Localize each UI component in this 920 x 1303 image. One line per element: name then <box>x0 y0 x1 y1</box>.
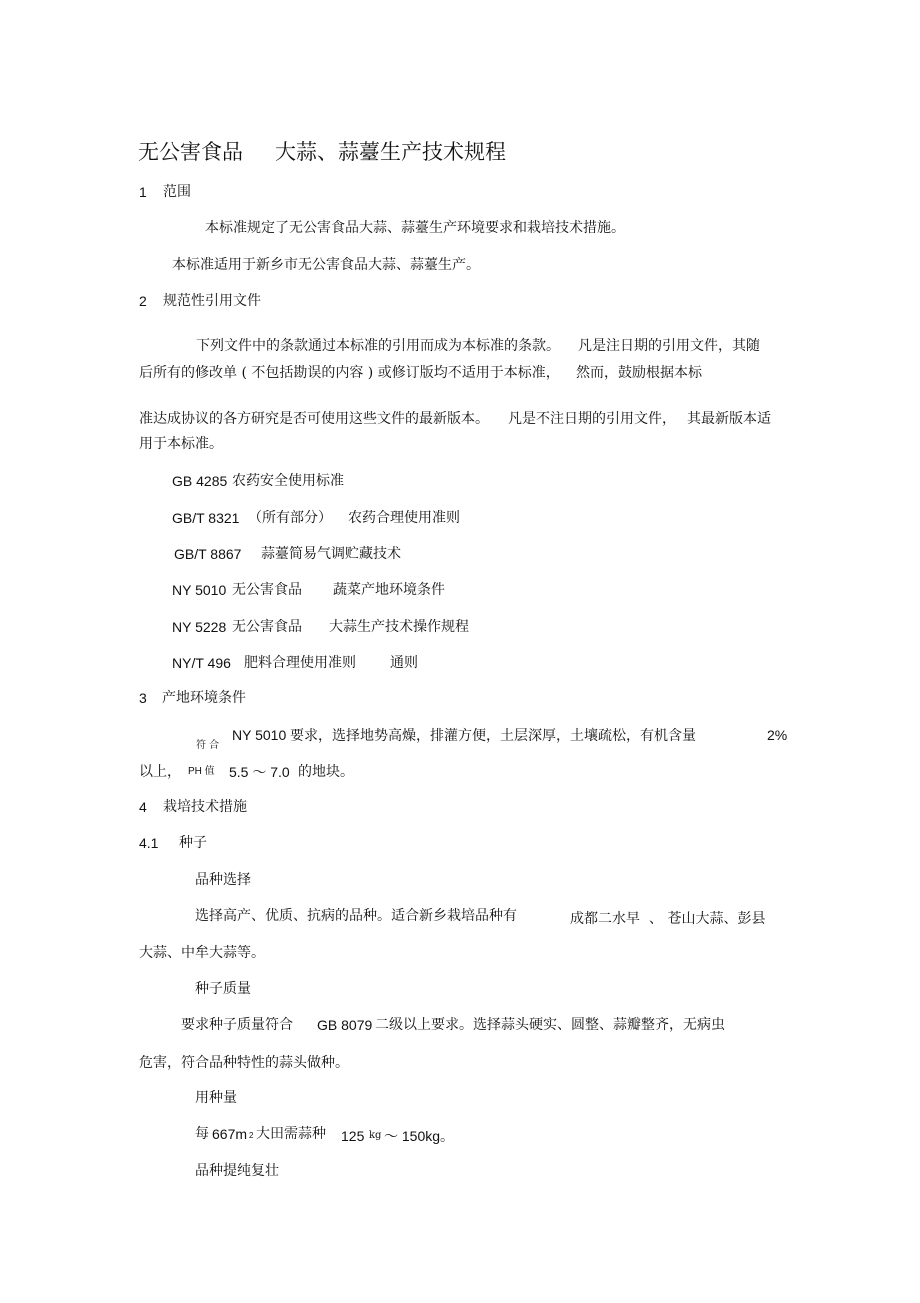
amount-kg-unit: kg <box>369 1130 382 1141</box>
amount-text-a: 每 <box>195 1126 209 1142</box>
section-4-heading: 栽培技术措施 <box>163 799 247 815</box>
quality-text-a: 要求种子质量符合 <box>181 1017 293 1033</box>
section-1-number: 1 <box>139 184 147 200</box>
ref-extra: 蔬菜产地环境条件 <box>333 582 445 598</box>
section-1-paragraph-1: 本标准规定了无公害食品大蒜、蒜薹生产环境要求和栽培技术措施。 <box>205 220 625 236</box>
ref-text: 农药安全使用标准 <box>232 473 344 489</box>
ref-text: 无公害食品 <box>232 582 302 598</box>
ref-extra: 大蒜生产技术操作规程 <box>329 619 469 635</box>
quality-text-c: 危害，符合品种特性的蒜头做种。 <box>139 1055 349 1071</box>
ref-text: 蒜薹简易气调贮藏技术 <box>261 546 401 562</box>
amount-superscript: 2 <box>249 1131 254 1140</box>
section-2-heading: 规范性引用文件 <box>163 293 261 309</box>
section-3-ph-range: 5.5 ～ 7.0 <box>229 764 290 780</box>
ref-code: NY/T 496 <box>172 655 231 671</box>
section-3-heading: 产地环境条件 <box>162 690 246 706</box>
amount-heading: 用种量 <box>195 1090 237 1106</box>
section-3-tail: 的地块。 <box>298 764 354 780</box>
section-3-ph-label: PH 值 <box>188 766 215 777</box>
section-2-text-1b: 凡是注日期的引用文件，其随 <box>578 338 760 354</box>
section-1-heading: 范围 <box>163 184 191 200</box>
section-2-text-3b: 凡是不注日期的引用文件， <box>508 411 676 427</box>
amount-number: 667m <box>212 1126 248 1142</box>
ref-code: GB/T 8867 <box>174 546 242 562</box>
quality-text-b: 二级以上要求。选择蒜头硬实、圆整、蒜瓣整齐，无病虫 <box>375 1017 725 1033</box>
variety-text-d: 大蒜、中牟大蒜等。 <box>139 945 265 961</box>
section-4-number: 4 <box>139 799 147 815</box>
section-3-fuhe: 符 合 <box>196 740 220 751</box>
section-3-percent: 2% <box>767 727 788 743</box>
section-2-text-2a: 后所有的修改单 ( 不包括勘误的内容 ) 或修订版均不适用于本标准， <box>139 365 560 381</box>
variety-text-c: 、 苍山大蒜、彭县 <box>649 911 766 927</box>
quality-heading: 种子质量 <box>195 981 251 997</box>
section-1-paragraph-2: 本标准适用于新乡市无公害食品大蒜、蒜薹生产。 <box>172 257 480 273</box>
variety-heading: 品种选择 <box>195 872 251 888</box>
section-2-text-2b: 然而，鼓励根据本标 <box>576 365 702 381</box>
section-2-text-3a: 准达成协议的各方研究是否可使用这些文件的最新版本。 <box>139 411 489 427</box>
ref-text: （所有部分） <box>248 510 332 526</box>
ref-code: GB 4285 <box>172 473 228 489</box>
ref-code: NY 5228 <box>172 619 227 635</box>
purify-heading: 品种提纯复壮 <box>195 1163 279 1179</box>
ref-extra: 通则 <box>390 655 418 671</box>
doc-title-part2: 大蒜、蒜薹生产技术规程 <box>275 140 506 164</box>
ref-text: 肥料合理使用准则 <box>244 655 356 671</box>
amount-text-d: ～ 150kg。 <box>384 1128 455 1144</box>
section-2-text-1a: 下列文件中的条款通过本标准的引用而成为本标准的条款。 <box>196 338 560 354</box>
ref-code: GB/T 8321 <box>172 510 240 526</box>
section-3-line-1: 要求，选择地势高燥，排灌方便，土层深厚，土壤疏松，有机含量 <box>290 728 696 744</box>
section-3-ny-code: NY 5010 <box>232 727 287 743</box>
section-4-1-heading: 种子 <box>179 835 207 851</box>
amount-text-c: 125 <box>341 1128 365 1144</box>
ref-text: 无公害食品 <box>232 619 302 635</box>
amount-text-b: 大田需蒜种 <box>256 1126 326 1142</box>
section-3-number: 3 <box>139 690 147 706</box>
section-2-text-4: 用于本标准。 <box>139 436 223 452</box>
ref-code: NY 5010 <box>172 582 227 598</box>
variety-text-a: 选择高产、优质、抗病的品种。适合新乡栽培品种有 <box>195 908 517 924</box>
ref-extra: 农药合理使用准则 <box>348 510 460 526</box>
doc-title-part1: 无公害食品 <box>138 140 243 164</box>
variety-text-b: 成都二水早 <box>570 911 640 927</box>
section-2-number: 2 <box>139 293 147 309</box>
quality-gb-code: GB 8079 <box>317 1017 373 1033</box>
section-4-1-number: 4.1 <box>139 835 159 851</box>
section-2-text-3c: 其最新版本适 <box>687 411 771 427</box>
section-3-yishang: 以上， <box>139 764 181 780</box>
